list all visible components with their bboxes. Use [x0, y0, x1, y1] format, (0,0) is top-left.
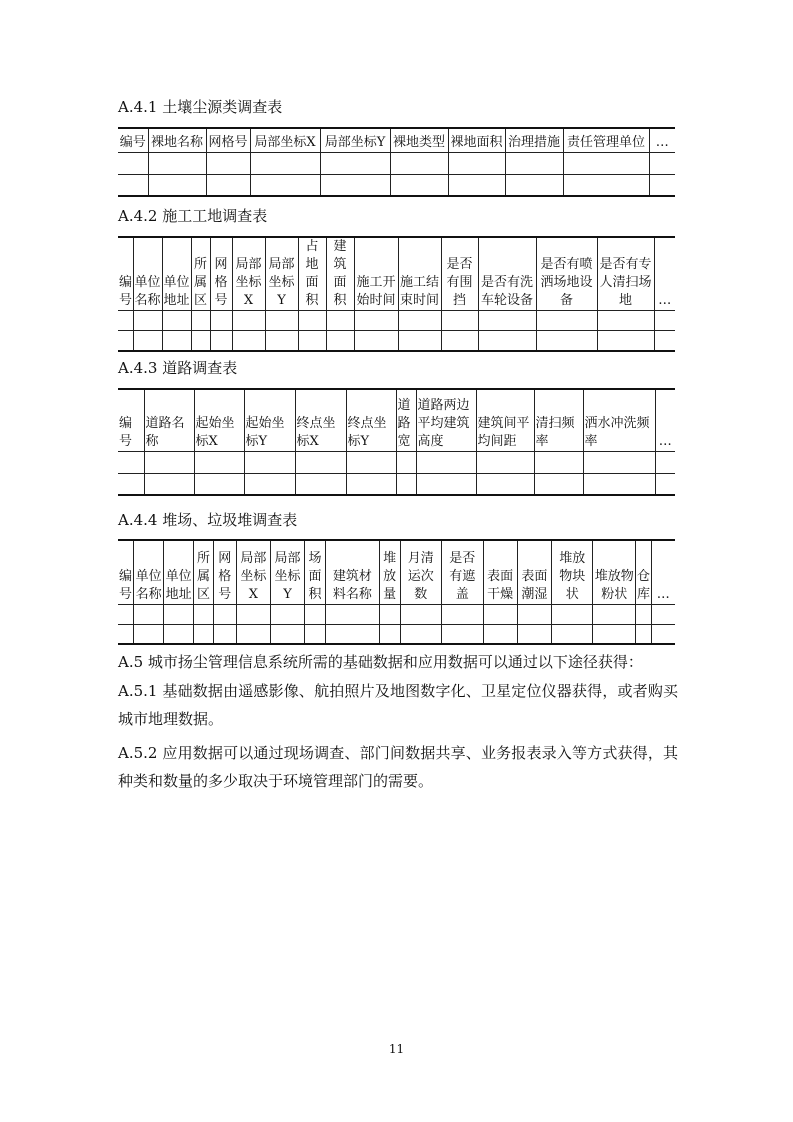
header-cell: 是否有喷洒场地设备 [536, 237, 597, 311]
header-cell: 网格号 [213, 540, 236, 604]
header-cell: 编号 [118, 389, 144, 451]
header-cell: 责任管理单位 [563, 128, 649, 152]
section-title-a41: A.4.1 土壤尘源类调查表 [118, 98, 283, 116]
header-cell: 编号 [118, 237, 133, 311]
header-cell: 局部坐标Y [265, 237, 298, 311]
table-row [118, 331, 675, 351]
header-cell: 占地面积 [298, 237, 326, 311]
header-cell: 是否有围挡 [441, 237, 478, 311]
header-cell: 单位名称 [133, 237, 162, 311]
table-row [118, 311, 675, 331]
header-cell: … [649, 128, 675, 152]
soil-dust-survey-table [118, 127, 675, 197]
header-cell: 所属区 [194, 540, 214, 604]
header-cell: 裸地名称 [148, 128, 206, 152]
header-cell: 是否有遮盖 [442, 540, 483, 604]
header-cell: 局部坐标Y [270, 540, 304, 604]
header-cell: 堆放物粉状 [593, 540, 636, 604]
header-cell: 施工结束时间 [398, 237, 441, 311]
page-number: 11 [388, 1042, 405, 1056]
header-cell: 编号 [118, 540, 134, 604]
header-cell: 表面干燥 [483, 540, 517, 604]
header-cell: 场面积 [305, 540, 326, 604]
header-cell: 施工开始时间 [354, 237, 398, 311]
header-cell: 局部坐标Y [320, 128, 390, 152]
section-title-a44: A.4.4 堆场、垃圾堆调查表 [118, 511, 298, 529]
section-title-a42: A.4.2 施工工地调查表 [118, 207, 268, 225]
header-cell: 表面潮湿 [517, 540, 551, 604]
header-cell: 终点坐标X [295, 389, 346, 451]
header-cell: 清扫频率 [534, 389, 583, 451]
table-row [118, 451, 675, 473]
header-cell: 终点坐标Y [346, 389, 396, 451]
table-row [118, 473, 675, 495]
header-cell: 治理措施 [505, 128, 563, 152]
header-cell: 道路名称 [144, 389, 194, 451]
header-cell: 单位地址 [164, 540, 194, 604]
header-cell: 裸地面积 [448, 128, 505, 152]
table-header-row [118, 128, 675, 152]
header-cell: … [655, 389, 675, 451]
header-cell: 是否有洗车轮设备 [478, 237, 536, 311]
header-cell: 道路两边平均建筑高度 [416, 389, 476, 451]
header-cell: 洒水冲洗频率 [583, 389, 655, 451]
table-row [118, 152, 675, 174]
header-cell: 局部坐标X [250, 128, 320, 152]
table-row [118, 604, 675, 624]
header-cell: … [651, 540, 675, 604]
header-cell: 网格号 [206, 128, 250, 152]
header-cell: 网格号 [210, 237, 232, 311]
header-cell: 堆放量 [379, 540, 400, 604]
paragraph-a5: A.5 城市扬尘管理信息系统所需的基础数据和应用数据可以通过以下途径获得： [118, 653, 643, 671]
header-cell: 道路宽 [396, 389, 416, 451]
table-header-row [118, 540, 675, 604]
header-cell: 起始坐标Y [244, 389, 295, 451]
header-cell: 单位名称 [134, 540, 164, 604]
table-row [118, 174, 675, 196]
table-header-row [118, 237, 675, 311]
header-cell: 建筑材料名称 [325, 540, 379, 604]
road-survey-table [118, 388, 675, 496]
stockyard-survey-table [118, 539, 675, 645]
construction-site-survey-table [118, 236, 675, 352]
header-cell: 堆放物块状 [551, 540, 592, 604]
header-cell: 建筑面积 [326, 237, 354, 311]
header-cell: 局部坐标X [232, 237, 265, 311]
header-cell: 起始坐标X [194, 389, 244, 451]
header-cell: … [654, 237, 675, 311]
header-cell: 所属区 [191, 237, 210, 311]
table-header-row [118, 389, 675, 451]
paragraph-a51: A.5.1 基础数据由遥感影像、航拍照片及地图数字化、卫星定位仪器获得，或者购买城市地理数据。 [118, 682, 678, 728]
header-cell: 是否有专人清扫场地 [597, 237, 654, 311]
header-cell: 建筑间平均间距 [476, 389, 534, 451]
header-cell: 裸地类型 [390, 128, 448, 152]
header-cell: 单位地址 [162, 237, 191, 311]
header-cell: 局部坐标X [236, 540, 270, 604]
paragraph-a52: A.5.2 应用数据可以通过现场调查、部门间数据共享、业务报表录入等方式获得，其种类和数量的多少取决于环境管理部门的需要。 [118, 744, 678, 790]
table-row [118, 624, 675, 644]
header-cell: 仓库 [635, 540, 651, 604]
header-cell: 编号 [118, 128, 148, 152]
header-cell: 月清运次数 [400, 540, 441, 604]
section-title-a43: A.4.3 道路调查表 [118, 359, 238, 377]
